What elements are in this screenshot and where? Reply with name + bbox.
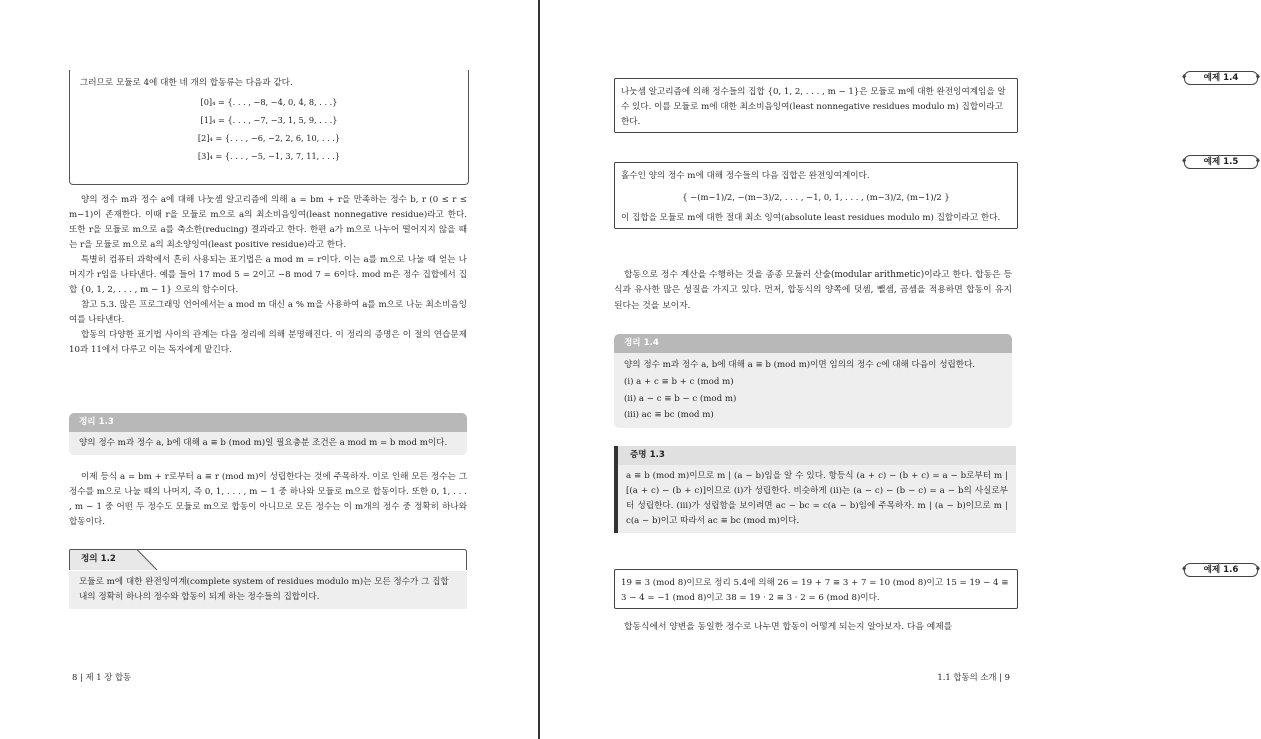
paragraph-division-algorithm: 양의 정수 m과 정수 a에 대해 나눗셈 알고리즘에 의해 a = bm + r을 만족하는 정수 b, r (0 ≤ r ≤ m−1)이 존재한다. 이때 r을 모듈로 m으로 a의 최소비음잉여(least nonnegative residue)라고 한다. 또한 r을 모듈로 m으로 a를 축소한(reducing) 결과라고 한다. 한편 a가 m으로 나누어 떨어지지 않을 때는 r을 모듈로 m으로 a의 최소양잉여(least positive residue)라고 한다. <box>69 195 467 251</box>
paragraph-remark: 참고 5.3. 많은 프로그래밍 언어에서는 a mod m 대신 a % m을 사용하여 a를 m으로 나눈 최소비음잉여를 나타낸다. <box>69 300 467 326</box>
theorem-1-4-item-ii: (ii) a − c ≡ b − c (mod m) <box>624 393 737 404</box>
theorem-1-4-item-iii: (iii) ac ≡ bc (mod m) <box>624 410 714 421</box>
paragraph-mod-notation: 특별히 컴퓨터 과학에서 흔히 사용되는 표기법은 a mod m = r이다. 이는 a를 m으로 나눌 때 얻는 나머지가 r임을 나타낸다. 예를 들어 17 mod 5 = 2이고 −8 mod 7 = 6이다. mod m은 정수 집합에서 집합 {0, 1, 2, . . . , m − 1} 으로의 함수이다. <box>69 255 467 296</box>
example-1-4-label: ♦ 예제 1.4 ♦ <box>1184 71 1258 85</box>
theorem-1-4-body <box>614 353 1012 428</box>
theorem-1-4 <box>614 334 1012 428</box>
congruence-classes-box <box>69 70 469 185</box>
example-1-5-tail: 이 집합을 모듈로 m에 대한 절대 최소 잉여(absolute least residues modulo m) 집합이라고 한다. <box>621 212 1001 223</box>
right-body-1 <box>614 268 1012 314</box>
left-body-1 <box>69 193 467 358</box>
right-body-2 <box>614 620 1012 635</box>
class-0: [0]₄ = {. . . , −8, −4, 0, 4, 8, . . .} <box>200 97 338 108</box>
left-body-2 <box>69 470 467 530</box>
example-1-6-body: 19 ≡ 3 (mod 8)이므로 정리 5.4에 의해 26 = 19 + 7 ≡ 3 + 7 = 10 (mod 8)이고 15 = 19 − 4 ≡ 3 − 4 = −1 (mod 8)이고 38 = 19 · 2 ≡ 3 · 2 = 6 (mod 8)이다. <box>621 578 1009 604</box>
paragraph-division-congruence: 합동식에서 양변을 동일한 정수로 나누면 합동이 어떻게 되는지 알아보자. 다음 예제를 <box>624 622 953 632</box>
definition-1-2-body: 모듈로 m에 대한 완전잉여계(complete system of residues modulo m)는 모든 정수가 그 집합 내의 정확히 하나의 정수와 합동이 되게 하는 정수들의 집합이다. <box>69 571 467 609</box>
example-1-5-label: ♦ 예제 1.5 ♦ <box>1184 155 1258 169</box>
example-1-4 <box>614 78 1018 133</box>
left-page <box>0 0 538 739</box>
definition-1-2-label: 정의 1.2 <box>81 554 116 564</box>
class-1: [1]₄ = {. . . , −7, −3, 1, 5, 9, . . .} <box>200 115 338 126</box>
classes-lead: 그러므로 모듈로 4에 대한 네 개의 합동류는 다음과 같다. <box>80 78 293 88</box>
right-page <box>542 0 1239 739</box>
theorem-1-4-item-i: (i) a + c ≡ b + c (mod m) <box>624 376 734 387</box>
theorem-1-3-label: 정리 1.3 <box>69 413 467 432</box>
page-divider <box>538 0 540 739</box>
theorem-1-4-lead: 양의 정수 m과 정수 a, b에 대해 a ≡ b (mod m)이면 임의의 정수 c에 대해 다음이 성립한다. <box>624 360 976 371</box>
proof-1-3-body: a ≡ b (mod m)이므로 m | (a − b)임을 알 수 있다. 항등식 (a + c) − (b + c) = a − b로부터 m | [(a + c) − (b + c)]이므로 (i)가 성립한다. 비슷하게 (ii)는 (a − c) − (b − c) = a − b의 사실로부터 성립한다. (iii)가 성립함을 보이려면 ac − bc = c(a − b)임에 주목하자. m | (a − b)이므로 m | c(a − b)이고 따라서 ac ≡ bc (mod m)이다. <box>626 471 1008 527</box>
paragraph-modular-arithmetic: 합동으로 정수 계산을 수행하는 것을 종종 모듈러 산술(modular arithmetic)이라고 한다. 합동은 등식과 유사한 많은 성질을 가지고 있다. 먼저, 합동식의 양쪽에 덧셈, 뺄셈, 곱셈을 적용하면 합동이 유지된다는 것을 보이자. <box>614 270 1012 311</box>
definition-1-2 <box>69 549 467 609</box>
example-1-5 <box>614 162 1018 229</box>
paragraph-relation: 합동의 다양한 표기법 사이의 관계는 다음 정리에 의해 분명해진다. 이 정리의 증명은 이 절의 연습문제 10과 11에서 다루고 이는 독자에게 맡긴다. <box>69 330 467 356</box>
theorem-1-4-label: 정리 1.4 <box>614 334 1012 353</box>
paragraph-every-integer: 이제 등식 a = bm + r로부터 a ≡ r (mod m)이 성립한다는 것에 주목하자. 이로 인해 모든 정수는 그 정수를 m으로 나눌 때의 나머지, 즉 0, 1, . . . , m − 1 중 하나와 모듈로 m으로 합동이다. 또한 0, 1, . . . , m − 1 중 어떤 두 정수도 모듈로 m으로 합동이 아니므로 모든 정수는 이 m개의 정수 중 정확히 하나와 합동이다. <box>69 472 467 528</box>
right-footer: 1.1 합동의 소개 | 9 <box>937 672 1010 682</box>
theorem-1-3-body: 양의 정수 m과 정수 a, b에 대해 a ≡ b (mod m)일 필요충분 조건은 a mod m = b mod m이다. <box>69 432 467 455</box>
definition-tab-shape <box>69 549 467 571</box>
class-3: [3]₄ = {. . . , −5, −1, 3, 7, 11, . . .} <box>197 151 341 162</box>
left-footer: 8 | 제 1 장 합동 <box>72 672 132 682</box>
theorem-1-3 <box>69 413 467 455</box>
proof-1-3-label: 증명 1.3 <box>618 446 1016 465</box>
example-1-5-lead: 홀수인 양의 정수 m에 대해 정수들의 다음 집합은 완전잉여계이다. <box>621 171 870 181</box>
example-1-4-body: 나눗셈 알고리즘에 의해 정수들의 집합 {0, 1, 2, . . . , m − 1}은 모듈로 m에 대한 완전잉여계임을 알 수 있다. 이를 모듈로 m에 대한 최소비음잉여(least nonnegative residues modulo m) 집합이라고 한다. <box>621 87 1006 128</box>
classes-list <box>70 93 468 165</box>
example-1-6 <box>614 569 1018 609</box>
example-1-6-label: ♦ 예제 1.6 ♦ <box>1184 563 1258 577</box>
class-2: [2]₄ = {. . . , −6, −2, 2, 6, 10, . . .} <box>197 133 341 144</box>
proof-1-3 <box>614 446 1016 533</box>
example-1-5-set: { −(m−1)/2, −(m−3)/2, . . . , −1, 0, 1, . . . , (m−3)/2, (m−1)/2 } <box>682 192 950 203</box>
